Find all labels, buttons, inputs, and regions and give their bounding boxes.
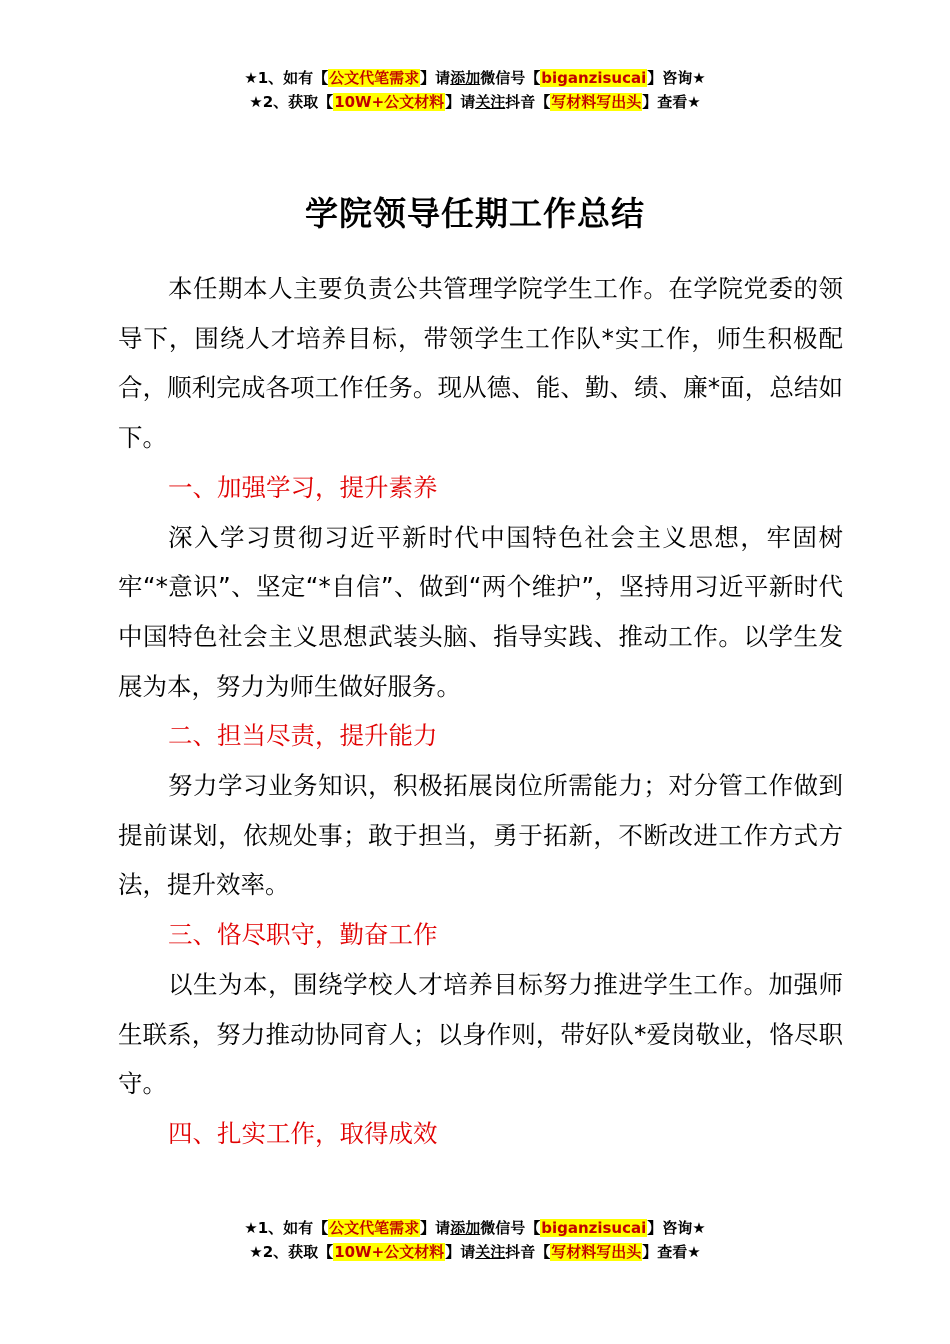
banner-text: 】咨询★ [647, 69, 706, 87]
banner-text: 】请 [445, 93, 476, 111]
banner-text: 】查看★ [642, 93, 701, 111]
banner-underline: 添加 [450, 1219, 481, 1237]
banner-text: 】查看★ [642, 1243, 701, 1261]
banner-highlight: biganzisucai [541, 69, 647, 87]
banner-text: 】咨询★ [647, 1219, 706, 1237]
section-heading-3: 三、恪尽职守，勤奋工作 [168, 920, 438, 950]
banner-highlight: 10W+公文材料 [334, 93, 445, 111]
banner-text: ★2、获取【 [249, 93, 334, 111]
section-paragraph-1: 深入学习贯彻习近平新时代中国特色社会主义思想，牢固树牢“*意识”、坚定“*自信”、做到“两个维护”，坚持用习近平新时代中国特色社会主义思想武装头脑、指导实践、推动工作。以学生发展为本，努力为师生做好服务。 [118, 522, 843, 701]
banner-text: ★1、如有【 [244, 1219, 329, 1237]
section-heading-1: 一、加强学习，提升素养 [168, 472, 438, 502]
banner-highlight: 写材料写出头 [551, 1243, 642, 1261]
section-paragraph-2: 努力学习业务知识，积极拓展岗位所需能力；对分管工作做到提前谋划，依规处事；敢于担当，勇于拓新，不断改进工作方式方法，提升效率。 [118, 771, 843, 900]
banner-highlight: 写材料写出头 [551, 93, 642, 111]
footer-banner [0, 1216, 950, 1264]
banner-line-1 [0, 1216, 950, 1240]
banner-highlight: 公文代笔需求 [329, 1219, 420, 1237]
banner-underline: 关注 [475, 93, 506, 111]
document-body [118, 264, 843, 1159]
banner-highlight: biganzisucai [541, 1219, 647, 1237]
banner-line-2 [0, 90, 950, 114]
section-heading-2: 二、担当尽责，提升能力 [168, 721, 438, 751]
intro-paragraph: 本任期本人主要负责公共管理学院学生工作。在学院党委的领导下，围绕人才培养目标，带领学生工作队*实工作，师生积极配合，顺利完成各项工作任务。现从德、能、勤、绩、廉*面，总结如下。 [118, 274, 843, 453]
banner-underline: 添加 [450, 69, 481, 87]
section-heading-4: 四、扎实工作，取得成效 [168, 1118, 438, 1148]
banner-text: 微信号【 [480, 69, 541, 87]
banner-text: 】请 [445, 1243, 476, 1261]
banner-line-1 [0, 66, 950, 90]
document-title: 学院领导任期工作总结 [305, 194, 645, 233]
banner-highlight: 公文代笔需求 [329, 69, 420, 87]
banner-text: 抖音【 [505, 1243, 551, 1261]
banner-underline: 关注 [475, 1243, 506, 1261]
banner-text: 微信号【 [480, 1219, 541, 1237]
section-paragraph-3: 以生为本，围绕学校人才培养目标努力推进学生工作。加强师生联系，努力推动协同育人；以身作则，带好队*爱岗敬业，恪尽职守。 [118, 969, 843, 1099]
banner-highlight: 10W+公文材料 [334, 1243, 445, 1261]
banner-text: 抖音【 [505, 93, 551, 111]
banner-text: ★1、如有【 [244, 69, 329, 87]
banner-text: 】请 [420, 1219, 451, 1237]
header-banner [0, 66, 950, 114]
banner-line-2 [0, 1240, 950, 1264]
banner-text: 】请 [420, 69, 451, 87]
banner-text: ★2、获取【 [249, 1243, 334, 1261]
